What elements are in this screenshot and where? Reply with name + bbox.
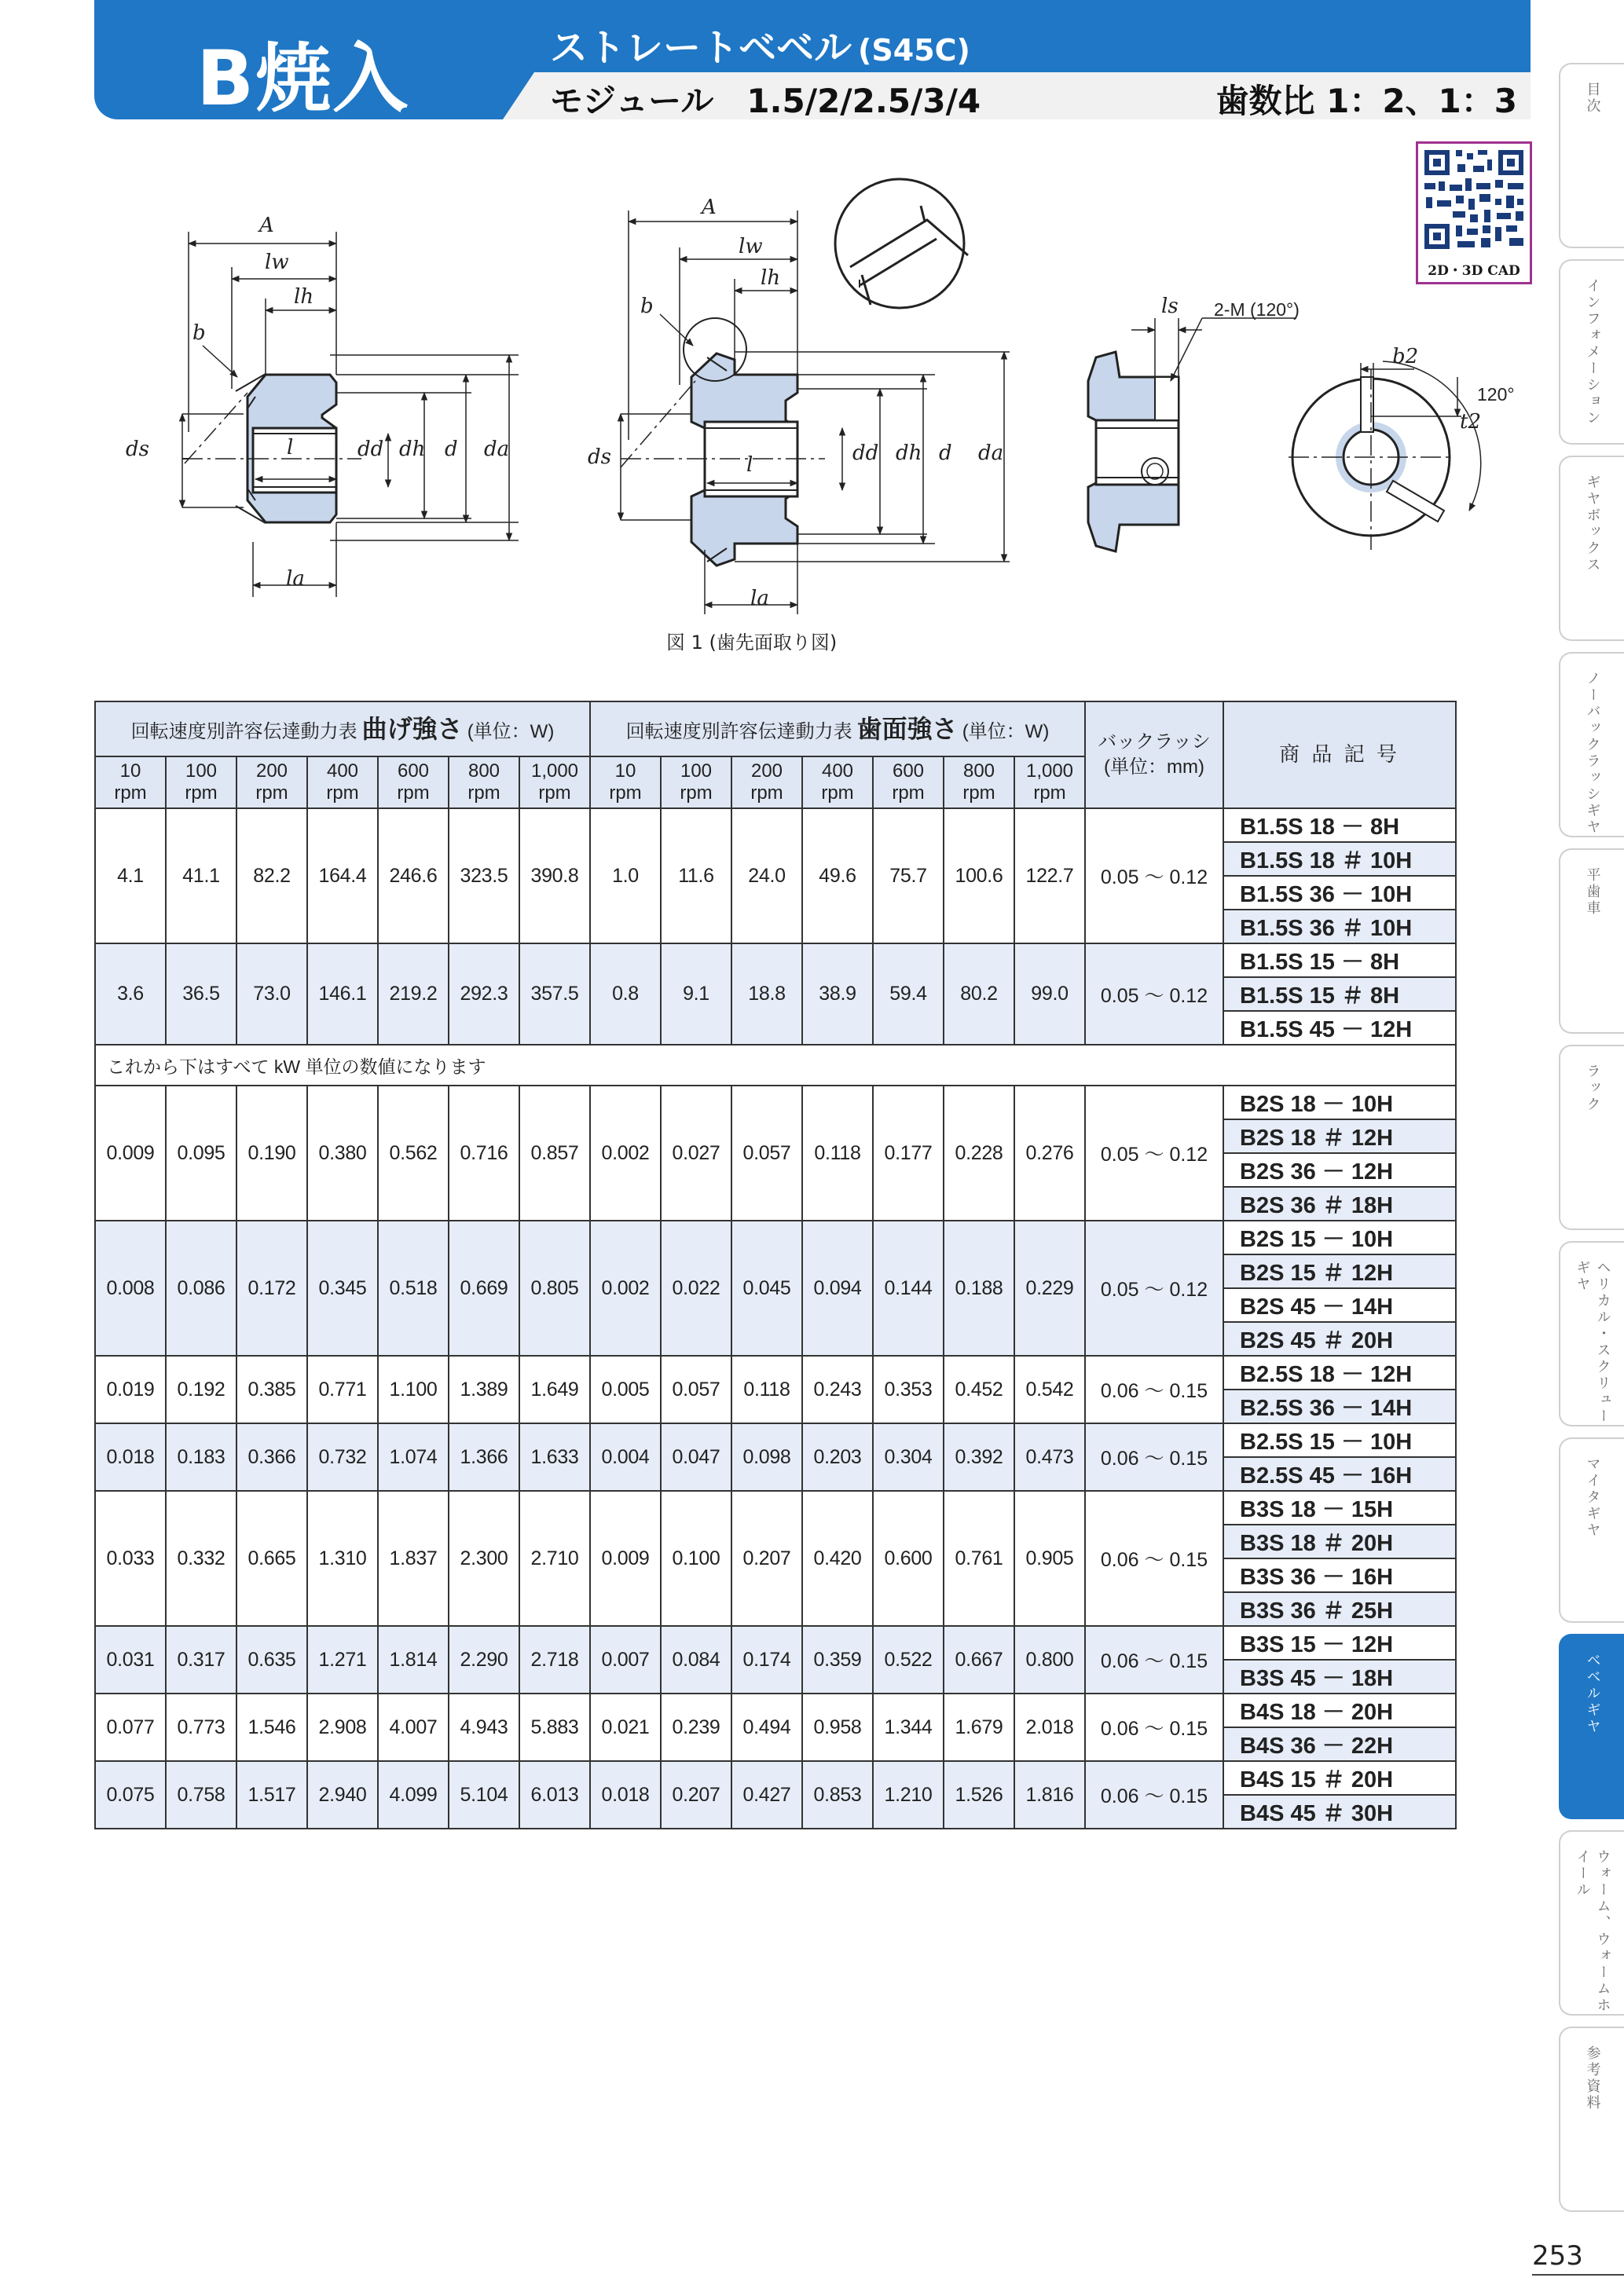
surface-value: 0.207: [731, 1491, 802, 1626]
side-tab-label: インフォメーション: [1584, 278, 1601, 427]
bending-value: 390.8: [519, 808, 590, 943]
bending-value: 0.086: [166, 1221, 236, 1356]
bending-value: 4.007: [378, 1694, 449, 1761]
table-row: [95, 943, 1456, 977]
side-tab-label: 目次: [1584, 82, 1601, 115]
bending-value: 0.669: [449, 1221, 519, 1356]
bending-value: 1.271: [307, 1626, 378, 1694]
surface-value: 99.0: [1014, 943, 1085, 1045]
backlash-value: 0.05 ～ 0.12: [1085, 1086, 1223, 1221]
surface-value: 0.100: [661, 1491, 731, 1626]
surface-value: 0.004: [590, 1423, 661, 1491]
bending-value: 4.099: [378, 1761, 449, 1829]
side-tab[interactable]: [1559, 1634, 1624, 1819]
dim-da-1: da: [484, 438, 510, 461]
dim-dd-1: dd: [357, 438, 384, 461]
side-tab[interactable]: [1559, 1045, 1624, 1230]
surface-value: 1.210: [873, 1761, 944, 1829]
surface-rpm-header: 200 rpm: [731, 756, 802, 808]
bending-value: 2.908: [307, 1694, 378, 1761]
surface-value: 38.9: [802, 943, 873, 1045]
product-code: B1.5S 18 － 8H: [1223, 808, 1456, 842]
bending-rpm-header: 200 rpm: [236, 756, 307, 808]
surface-rpm-header: 10 rpm: [590, 756, 661, 808]
side-tab[interactable]: [1559, 63, 1624, 248]
gear-dimension-drawings: [0, 0, 1624, 691]
surface-value: 0.958: [802, 1694, 873, 1761]
dim-d-1: d: [445, 438, 458, 461]
side-tab[interactable]: [1559, 848, 1624, 1034]
product-code: B2S 36 ＃ 18H: [1223, 1187, 1456, 1221]
product-code: B3S 45 － 18H: [1223, 1660, 1456, 1694]
surface-value: 0.359: [802, 1626, 873, 1694]
surface-value: 18.8: [731, 943, 802, 1045]
bending-value: 0.033: [95, 1491, 166, 1626]
surface-group-header: 回転速度別許容伝達動力表 歯面強さ (単位：W): [590, 701, 1085, 756]
dim-b-1: b: [192, 321, 206, 345]
surface-value: 0.243: [802, 1356, 873, 1423]
surface-value: 0.473: [1014, 1423, 1085, 1491]
bending-value: 5.883: [519, 1694, 590, 1761]
surface-value: 0.118: [802, 1086, 873, 1221]
gear-drawing-2: [621, 179, 1010, 614]
surface-value: 0.094: [802, 1221, 873, 1356]
surface-value: 0.353: [873, 1356, 944, 1423]
dim-b2: b2: [1392, 345, 1419, 368]
table-row: [95, 1086, 1456, 1119]
product-code: B1.5S 15 － 8H: [1223, 943, 1456, 977]
surface-value: 0.021: [590, 1694, 661, 1761]
side-tab[interactable]: [1559, 1241, 1624, 1426]
product-code: B2.5S 45 － 16H: [1223, 1457, 1456, 1491]
bending-value: 0.366: [236, 1423, 307, 1491]
backlash-value: 0.05 ～ 0.12: [1085, 1221, 1223, 1356]
bending-value: 1.310: [307, 1491, 378, 1626]
surface-value: 100.6: [944, 808, 1014, 943]
dim-ds-2: ds: [588, 445, 611, 469]
bending-rpm-header: 1,000 rpm: [519, 756, 590, 808]
backlash-value: 0.06 ～ 0.15: [1085, 1761, 1223, 1829]
side-tab-label: 平歯車: [1584, 867, 1601, 917]
material-label: (S45C): [858, 33, 970, 68]
bending-rpm-header: 100 rpm: [166, 756, 236, 808]
product-code: B4S 36 － 22H: [1223, 1727, 1456, 1761]
bending-value: 2.300: [449, 1491, 519, 1626]
surface-value: 0.009: [590, 1491, 661, 1626]
backlash-value: 0.05 ～ 0.12: [1085, 808, 1223, 943]
dim-ds-1: ds: [126, 438, 149, 461]
bending-value: 0.665: [236, 1491, 307, 1626]
side-tab-label: ラック: [1584, 1064, 1601, 1113]
bending-value: 0.183: [166, 1423, 236, 1491]
surface-rpm-header: 800 rpm: [944, 756, 1014, 808]
surface-value: 59.4: [873, 943, 944, 1045]
product-code: B2S 15 － 10H: [1223, 1221, 1456, 1254]
table-row: [95, 1423, 1456, 1457]
surface-value: 0.005: [590, 1356, 661, 1423]
side-tab-label: ベベルギヤ: [1584, 1653, 1601, 1735]
bending-value: 357.5: [519, 943, 590, 1045]
qr-label: 2D・3D CAD: [1428, 263, 1520, 279]
bending-value: 0.773: [166, 1694, 236, 1761]
surface-value: 0.600: [873, 1491, 944, 1626]
table-row: [95, 1626, 1456, 1660]
surface-value: 11.6: [661, 808, 731, 943]
surface-value: 0.027: [661, 1086, 731, 1221]
bending-value: 164.4: [307, 808, 378, 943]
bending-value: 1.633: [519, 1423, 590, 1491]
product-code: B1.5S 15 ＃ 8H: [1223, 977, 1456, 1011]
dim-ls: ls: [1161, 295, 1179, 318]
product-header: 商 品 記 号: [1223, 701, 1456, 808]
dim-l-2: l: [746, 453, 753, 477]
bending-value: 0.771: [307, 1356, 378, 1423]
product-code: B3S 15 － 12H: [1223, 1626, 1456, 1660]
ratio-label: 歯数比 1：2、1：3: [1215, 82, 1517, 120]
surface-value: 0.392: [944, 1423, 1014, 1491]
unit-note-row: [95, 1045, 1456, 1086]
surface-value: 0.276: [1014, 1086, 1085, 1221]
dim-dd-2: dd: [852, 441, 879, 465]
side-tab-label: 参考資料: [1584, 2045, 1601, 2111]
bending-value: 0.518: [378, 1221, 449, 1356]
surface-value: 0.174: [731, 1626, 802, 1694]
bending-rpm-header: 10 rpm: [95, 756, 166, 808]
bending-value: 0.805: [519, 1221, 590, 1356]
bending-rpm-header: 800 rpm: [449, 756, 519, 808]
product-code: B1.5S 36 ＃ 10H: [1223, 910, 1456, 943]
surface-value: 0.8: [590, 943, 661, 1045]
bending-value: 292.3: [449, 943, 519, 1045]
bending-value: 5.104: [449, 1761, 519, 1829]
dim-lh-1: lh: [294, 285, 314, 309]
product-code: B3S 18 ＃ 20H: [1223, 1525, 1456, 1558]
bending-value: 6.013: [519, 1761, 590, 1829]
surface-value: 1.816: [1014, 1761, 1085, 1829]
surface-value: 24.0: [731, 808, 802, 943]
bending-value: 1.814: [378, 1626, 449, 1694]
dim-lw-2: lw: [739, 235, 763, 258]
side-tab-label: ウォーム、ウォームホイール: [1574, 1849, 1611, 2014]
backlash-value: 0.06 ～ 0.15: [1085, 1356, 1223, 1423]
module-label: モジュール 1.5/2/2.5/3/4: [550, 82, 981, 120]
side-tab-label: マイタギヤ: [1584, 1456, 1601, 1539]
dim-angle: 120°: [1477, 384, 1515, 405]
product-code: B2S 45 － 14H: [1223, 1288, 1456, 1322]
surface-value: 1.679: [944, 1694, 1014, 1761]
gear-drawing-1: [182, 232, 519, 597]
surface-value: 0.002: [590, 1086, 661, 1221]
bending-value: 2.290: [449, 1626, 519, 1694]
bending-value: 0.380: [307, 1086, 378, 1221]
product-code: B2.5S 18 － 12H: [1223, 1356, 1456, 1390]
product-code: B1.5S 45 － 12H: [1223, 1011, 1456, 1045]
dim-t2: t2: [1460, 410, 1481, 434]
table-row: [95, 1356, 1456, 1390]
bending-group-header: 回転速度別許容伝達動力表 曲げ強さ (単位：W): [95, 701, 590, 756]
dim-d-2: d: [939, 441, 952, 465]
surface-value: 75.7: [873, 808, 944, 943]
product-code: B2S 15 ＃ 12H: [1223, 1254, 1456, 1288]
surface-value: 0.542: [1014, 1356, 1085, 1423]
table-row: [95, 1491, 1456, 1525]
bending-value: 2.718: [519, 1626, 590, 1694]
surface-value: 0.045: [731, 1221, 802, 1356]
surface-value: 0.203: [802, 1423, 873, 1491]
side-tab-label: ヘリカル・スクリューギヤ: [1574, 1260, 1611, 1425]
bending-value: 1.649: [519, 1356, 590, 1423]
category-title: B焼入: [196, 35, 410, 123]
bending-value: 2.710: [519, 1491, 590, 1626]
bending-value: 1.837: [378, 1491, 449, 1626]
product-code: B2.5S 36 － 14H: [1223, 1390, 1456, 1423]
surface-value: 0.228: [944, 1086, 1014, 1221]
surface-value: 0.494: [731, 1694, 802, 1761]
bending-value: 0.332: [166, 1491, 236, 1626]
surface-value: 0.522: [873, 1626, 944, 1694]
bending-value: 1.546: [236, 1694, 307, 1761]
bending-value: 4.943: [449, 1694, 519, 1761]
table-row: [95, 808, 1456, 842]
gear-drawing-3: [1088, 318, 1481, 551]
bending-value: 219.2: [378, 943, 449, 1045]
bending-value: 0.031: [95, 1626, 166, 1694]
surface-value: 49.6: [802, 808, 873, 943]
surface-value: 0.452: [944, 1356, 1014, 1423]
surface-value: 0.144: [873, 1221, 944, 1356]
bending-value: 1.389: [449, 1356, 519, 1423]
page-number-rule: [1532, 2274, 1624, 2276]
bending-value: 36.5: [166, 943, 236, 1045]
surface-value: 2.018: [1014, 1694, 1085, 1761]
dim-set-screw: 2-M (120°): [1214, 299, 1300, 320]
surface-value: 0.022: [661, 1221, 731, 1356]
bending-value: 0.075: [95, 1761, 166, 1829]
table-row: [95, 1694, 1456, 1727]
bending-value: 0.732: [307, 1423, 378, 1491]
surface-rpm-header: 1,000 rpm: [1014, 756, 1085, 808]
surface-value: 0.018: [590, 1761, 661, 1829]
backlash-value: 0.05 ～ 0.12: [1085, 943, 1223, 1045]
bending-value: 0.562: [378, 1086, 449, 1221]
surface-value: 0.427: [731, 1761, 802, 1829]
product-code: B3S 18 － 15H: [1223, 1491, 1456, 1525]
product-title: ストレートベベル (S45C): [550, 26, 970, 70]
surface-value: 0.761: [944, 1491, 1014, 1626]
bending-value: 0.009: [95, 1086, 166, 1221]
bending-value: 1.100: [378, 1356, 449, 1423]
surface-value: 0.853: [802, 1761, 873, 1829]
side-tab-label: ギヤボックス: [1584, 474, 1601, 573]
backlash-value: 0.06 ～ 0.15: [1085, 1694, 1223, 1761]
bending-value: 0.345: [307, 1221, 378, 1356]
surface-value: 9.1: [661, 943, 731, 1045]
dim-lh-2: lh: [761, 266, 781, 290]
bending-value: 0.635: [236, 1626, 307, 1694]
backlash-header: バックラッシ (単位：mm): [1085, 701, 1223, 808]
bending-value: 2.940: [307, 1761, 378, 1829]
bending-value: 4.1: [95, 808, 166, 943]
surface-value: 0.047: [661, 1423, 731, 1491]
product-code: B3S 36 ＃ 25H: [1223, 1592, 1456, 1626]
bending-value: 0.716: [449, 1086, 519, 1221]
product-code: B2S 45 ＃ 20H: [1223, 1322, 1456, 1356]
surface-value: 0.188: [944, 1221, 1014, 1356]
bending-value: 1.366: [449, 1423, 519, 1491]
side-tab[interactable]: [1559, 259, 1624, 445]
bending-value: 0.019: [95, 1356, 166, 1423]
table-row: [95, 1221, 1456, 1254]
product-code: B4S 15 ＃ 20H: [1223, 1761, 1456, 1795]
product-code: B3S 36 － 16H: [1223, 1558, 1456, 1592]
surface-value: 0.800: [1014, 1626, 1085, 1694]
surface-value: 0.905: [1014, 1491, 1085, 1626]
bending-value: 323.5: [449, 808, 519, 943]
surface-value: 0.098: [731, 1423, 802, 1491]
bending-value: 0.190: [236, 1086, 307, 1221]
side-tab[interactable]: [1559, 652, 1624, 837]
surface-value: 1.0: [590, 808, 661, 943]
bending-value: 0.008: [95, 1221, 166, 1356]
surface-value: 0.007: [590, 1626, 661, 1694]
bending-value: 0.192: [166, 1356, 236, 1423]
product-code: B1.5S 18 ＃ 10H: [1223, 842, 1456, 876]
bending-value: 246.6: [378, 808, 449, 943]
product-code: B4S 18 － 20H: [1223, 1694, 1456, 1727]
product-code: B4S 45 ＃ 30H: [1223, 1795, 1456, 1829]
backlash-value: 0.06 ～ 0.15: [1085, 1423, 1223, 1491]
surface-value: 0.002: [590, 1221, 661, 1356]
dim-l-1: l: [287, 436, 294, 460]
bending-value: 0.317: [166, 1626, 236, 1694]
product-code: B2S 18 － 10H: [1223, 1086, 1456, 1119]
surface-value: 0.118: [731, 1356, 802, 1423]
backlash-value: 0.06 ～ 0.15: [1085, 1626, 1223, 1694]
dim-dh-2: dh: [896, 441, 922, 465]
bending-value: 3.6: [95, 943, 166, 1045]
surface-value: 80.2: [944, 943, 1014, 1045]
side-tab-label: ノーバックラッシギヤ: [1584, 671, 1601, 836]
dim-la-2: la: [750, 587, 769, 610]
surface-rpm-header: 100 rpm: [661, 756, 731, 808]
side-tab[interactable]: [1559, 456, 1624, 641]
figure-caption: 図 1 (歯先面取り図): [666, 632, 838, 654]
bending-value: 146.1: [307, 943, 378, 1045]
dim-dh-1: dh: [399, 438, 426, 461]
dim-A-2: A: [702, 196, 717, 219]
bending-value: 41.1: [166, 808, 236, 943]
backlash-value: 0.06 ～ 0.15: [1085, 1491, 1223, 1626]
dim-lw-1: lw: [265, 251, 289, 274]
product-code: B2S 36 － 12H: [1223, 1153, 1456, 1187]
surface-value: 0.177: [873, 1086, 944, 1221]
bending-value: 0.172: [236, 1221, 307, 1356]
surface-value: 0.207: [661, 1761, 731, 1829]
surface-value: 0.667: [944, 1626, 1014, 1694]
dim-A-1: A: [259, 214, 274, 237]
side-tab[interactable]: [1559, 1830, 1624, 2016]
table-row: [95, 1761, 1456, 1795]
product-code: B2S 18 ＃ 12H: [1223, 1119, 1456, 1153]
surface-value: 0.229: [1014, 1221, 1085, 1356]
bending-value: 0.857: [519, 1086, 590, 1221]
bending-value: 0.018: [95, 1423, 166, 1491]
surface-value: 1.344: [873, 1694, 944, 1761]
surface-value: 0.304: [873, 1423, 944, 1491]
bending-value: 0.095: [166, 1086, 236, 1221]
unit-note: これから下はすべて kW 単位の数値になります: [95, 1045, 1456, 1086]
side-tab[interactable]: [1559, 2027, 1624, 2212]
surface-value: 0.420: [802, 1491, 873, 1626]
side-tab[interactable]: [1559, 1437, 1624, 1623]
power-rating-table: [94, 701, 1457, 1829]
bending-value: 0.758: [166, 1761, 236, 1829]
bending-value: 1.517: [236, 1761, 307, 1829]
dim-la-1: la: [286, 567, 305, 591]
surface-value: 0.084: [661, 1626, 731, 1694]
bending-value: 82.2: [236, 808, 307, 943]
bending-rpm-header: 600 rpm: [378, 756, 449, 808]
bending-value: 0.077: [95, 1694, 166, 1761]
surface-rpm-header: 600 rpm: [873, 756, 944, 808]
bending-value: 1.074: [378, 1423, 449, 1491]
dim-b-2: b: [640, 295, 654, 318]
surface-value: 0.057: [661, 1356, 731, 1423]
product-code: B1.5S 36 － 10H: [1223, 876, 1456, 910]
bending-value: 0.385: [236, 1356, 307, 1423]
surface-value: 0.057: [731, 1086, 802, 1221]
bending-value: 73.0: [236, 943, 307, 1045]
bending-rpm-header: 400 rpm: [307, 756, 378, 808]
surface-value: 1.526: [944, 1761, 1014, 1829]
surface-rpm-header: 400 rpm: [802, 756, 873, 808]
surface-value: 122.7: [1014, 808, 1085, 943]
dim-da-2: da: [978, 441, 1004, 465]
page-number: 253: [1532, 2240, 1583, 2272]
surface-value: 0.239: [661, 1694, 731, 1761]
product-code: B2.5S 15 － 10H: [1223, 1423, 1456, 1457]
